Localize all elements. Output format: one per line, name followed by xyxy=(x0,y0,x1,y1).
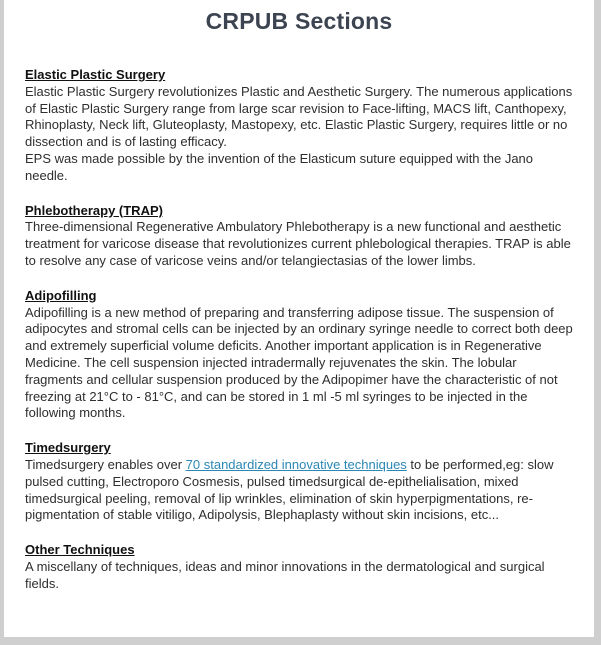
section-heading[interactable]: Other Techniques xyxy=(25,542,135,558)
section-text: Three-dimensional Regenerative Ambulatory Phlebotherapy is a new functional and aesthetic treatment for varicose disease that revolutionizes current phlebological therapies. TRAP is able to resolve any case of varicose veins and/or telangiectasias of the lower limbs. xyxy=(25,219,571,268)
section-other-techniques xyxy=(25,542,577,592)
content-panel xyxy=(4,0,594,637)
text-after-link: to be performed,eg: slow pulsed cutting, Electroporo Cosmesis, pulsed timedsurgical de-epithelialisation, mixed timedsurgical peeling, removal of lip wrinkles, elimination of skin hyperpigmentations, re-pigmentation of stable vitiligo, Adipolysis, Blephaplasty without skin incisions, etc... xyxy=(25,456,554,523)
section-phlebotherapy xyxy=(25,203,577,270)
sections-list xyxy=(25,67,577,611)
text-before-link: Timedsurgery enables over xyxy=(25,456,186,472)
section-text-with-link xyxy=(25,457,577,524)
section-text: Adipofilling is a new method of preparing and transferring adipose tissue. The suspension of adipocytes and stromal cells can be injected by an ordinary syringe needle to correct both deep and extremely superficial volume deficits. Another important application is in Regenerative Medicine. The cell suspension injected intradermally rejuvenates the skin. The lobular fragments and cellular suspension produced by the Adipopimer have the characteristic of not freezing at 21°C to - 81°C, and can be stored in 1 ml -5 ml syringes to be injected in the following months. xyxy=(25,304,573,421)
section-timedsurgery xyxy=(25,440,577,524)
section-text: Elastic Plastic Surgery revolutionizes Plastic and Aesthetic Surgery. The numerous applications of Elastic Plastic Surgery range from large scar revision to Face-lifting, MACS lift, Canthopexy, Rhinoplasty, Neck lift, Gluteoplasty, Mastopexy, etc. Elastic Plastic Surgery, requires little or no dissection and is of lasting efficacy. EPS was made possible by the invention of the Elasticum suture equipped with the Jano needle. xyxy=(25,83,573,183)
section-heading[interactable]: Phlebotherapy (TRAP) xyxy=(25,202,163,218)
section-heading[interactable]: Elastic Plastic Surgery xyxy=(25,67,166,82)
section-text: A miscellany of techniques, ideas and minor innovations in the dermatological and surgical fields. xyxy=(25,558,545,591)
section-heading[interactable]: Adipofilling xyxy=(25,287,97,303)
section-heading[interactable]: Timedsurgery xyxy=(25,440,111,456)
section-adipofilling xyxy=(25,288,577,422)
page-title: CRPUB Sections xyxy=(205,8,393,34)
techniques-link[interactable]: 70 standardized innovative techniques xyxy=(185,456,407,472)
section-elastic-plastic-surgery xyxy=(25,67,577,185)
